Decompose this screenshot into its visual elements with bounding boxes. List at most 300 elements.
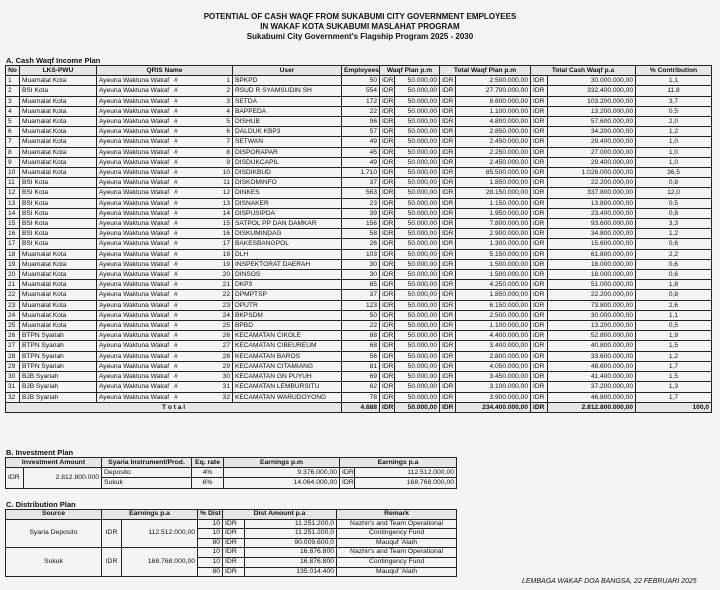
waqf-plan-pm: 50.000,00 — [395, 127, 440, 137]
col-header: Waqf Plan p.m — [380, 66, 440, 76]
lks-pwu: Muamalat Kota — [20, 137, 97, 147]
currency: IDR — [380, 280, 395, 290]
contribution-pct: 1,1 — [636, 76, 712, 86]
currency: IDR — [102, 519, 122, 548]
col-header: Employees — [342, 66, 380, 76]
currency: IDR — [440, 392, 456, 402]
contribution-pct: 1,7 — [636, 392, 712, 402]
hash-mark: # — [172, 373, 178, 381]
hash-mark: # — [172, 128, 178, 136]
qris-number: 32 — [222, 393, 230, 401]
col-header: % Dist — [198, 510, 223, 520]
hash-mark: # — [172, 189, 178, 197]
total-waqf-plan-pm: 4.250.000,00 — [456, 280, 531, 290]
currency: IDR — [440, 198, 456, 208]
total-cash-waqf-pa: 46.800.000,00 — [548, 392, 636, 402]
income-row — [6, 106, 712, 116]
total-waqf-plan-pm: 5.150.000,00 — [456, 249, 531, 259]
row-number: 17 — [6, 239, 20, 249]
total-cash-waqf-pa: 22.200.000,00 — [548, 178, 636, 188]
doc-title-line1: POTENTIAL OF CASH WAQF FROM SUKABUMI CITY GOVERNMENT EMPLOYEES — [203, 12, 517, 21]
qris-prefix: Ayeuna Waktuna Wakaf — [99, 250, 170, 258]
qris-prefix: Ayeuna Waktuna Wakaf — [99, 383, 170, 391]
qris-prefix: Ayeuna Waktuna Wakaf — [99, 220, 170, 228]
user: DPUTR — [233, 300, 342, 310]
currency: IDR — [440, 219, 456, 229]
total-waqf-plan-pm: 85.500.000,00 — [456, 168, 531, 178]
waqf-plan-pm: 50.000,00 — [395, 270, 440, 280]
user: SETWAN — [233, 137, 342, 147]
contribution-pct: 0,5 — [636, 198, 712, 208]
total-waqf-plan-pm: 1.950.000,00 — [456, 208, 531, 218]
total-waqf-plan-pm: 3.450.000,00 — [456, 372, 531, 382]
contribution-pct: 1,0 — [636, 147, 712, 157]
contribution-pct: 1,5 — [636, 372, 712, 382]
qris-name — [97, 219, 233, 229]
qris-number: 14 — [222, 209, 230, 217]
income-row — [6, 137, 712, 147]
currency: IDR — [440, 96, 456, 106]
total-cash-waqf-pa: 13.200.000,00 — [548, 321, 636, 331]
currency: IDR — [380, 229, 395, 239]
total-waqf-plan-pm: 2.450.000,00 — [456, 137, 531, 147]
currency: IDR — [440, 106, 456, 116]
employees: 45 — [342, 147, 380, 157]
col-header: Earnings p.a — [102, 510, 198, 520]
contribution-pct: 12,0 — [636, 188, 712, 198]
qris-prefix: Ayeuna Waktuna Wakaf — [99, 189, 170, 197]
currency: IDR — [440, 270, 456, 280]
currency: IDR — [531, 382, 548, 392]
row-number: 9 — [6, 157, 20, 167]
currency: IDR — [440, 290, 456, 300]
qris-name — [97, 127, 233, 137]
currency: IDR — [380, 106, 395, 116]
lks-pwu: Muamalat Kota — [20, 310, 97, 320]
contribution-pct: 1,2 — [636, 229, 712, 239]
currency: IDR — [380, 208, 395, 218]
waqf-plan-pm: 50.000,00 — [395, 86, 440, 96]
total-cash-waqf-pa: 37.200.000,00 — [548, 382, 636, 392]
total-cash-waqf-pa: 30.000.000,00 — [548, 76, 636, 86]
total-waqf-plan-pm: 8.600.000,00 — [456, 96, 531, 106]
row-number: 29 — [6, 361, 20, 371]
currency: IDR — [531, 331, 548, 341]
currency: IDR — [380, 76, 395, 86]
currency: IDR — [380, 259, 395, 269]
hash-mark: # — [172, 301, 178, 309]
qris-number: 3 — [226, 97, 230, 105]
waqf-plan-pm: 50.000,00 — [395, 239, 440, 249]
employees: 22 — [342, 321, 380, 331]
qris-prefix: Ayeuna Waktuna Wakaf — [99, 87, 170, 95]
total-cash-waqf-pa: 48.600.000,00 — [548, 361, 636, 371]
lks-pwu: Muamalat Kota — [20, 117, 97, 127]
currency: IDR — [531, 239, 548, 249]
user: DLH — [233, 249, 342, 259]
dist-pct: 80 — [198, 567, 223, 577]
currency: IDR — [531, 229, 548, 239]
employees: 50 — [342, 76, 380, 86]
currency: IDR — [531, 178, 548, 188]
contribution-pct: 3,7 — [636, 96, 712, 106]
waqf-plan-pm: 50.000,00 — [395, 331, 440, 341]
qris-prefix: Ayeuna Waktuna Wakaf — [99, 362, 170, 370]
currency: IDR — [380, 382, 395, 392]
total-label: T o t a l — [6, 402, 342, 412]
employees: 78 — [342, 392, 380, 402]
income-row — [6, 290, 712, 300]
total-waqf-plan-pm: 28.150.000,00 — [456, 188, 531, 198]
currency: IDR — [440, 86, 456, 96]
waqf-plan-pm: 50.000,00 — [395, 117, 440, 127]
total-waqf-plan-pm: 4.800.000,00 — [456, 117, 531, 127]
row-number: 32 — [6, 392, 20, 402]
employees: 103 — [342, 249, 380, 259]
total-cash-waqf-pa: 57.600.000,00 — [548, 117, 636, 127]
qris-number: 11 — [223, 179, 230, 187]
qris-name — [97, 310, 233, 320]
currency: IDR — [223, 557, 245, 567]
row-number: 15 — [6, 219, 20, 229]
waqf-plan-pm: 50.000,00 — [395, 157, 440, 167]
employees: 96 — [342, 117, 380, 127]
total-waqf-plan-pm: 27.700.000,00 — [456, 86, 531, 96]
col-header: Earnings p.a — [340, 458, 457, 468]
employees: 30 — [342, 259, 380, 269]
hash-mark: # — [172, 240, 178, 248]
currency: IDR — [440, 300, 456, 310]
employees: 49 — [342, 137, 380, 147]
row-number: 21 — [6, 280, 20, 290]
currency: IDR — [531, 290, 548, 300]
hash-mark: # — [172, 97, 178, 105]
total-cash-waqf-pa: 29.400.000,00 — [548, 157, 636, 167]
row-number: 19 — [6, 259, 20, 269]
currency: IDR — [531, 249, 548, 259]
qris-number: 6 — [226, 128, 230, 136]
total-waqf-plan-pm: 2.850.000,00 — [456, 127, 531, 137]
section-c-title: C. Distribution Plan — [6, 500, 76, 509]
dist-amount: 16.876.800 — [245, 557, 337, 567]
lks-pwu: BTPN Syariah — [20, 351, 97, 361]
qris-number: 30 — [222, 373, 230, 381]
qris-prefix: Ayeuna Waktuna Wakaf — [99, 107, 170, 115]
dist-pct: 10 — [198, 548, 223, 558]
employees: 23 — [342, 198, 380, 208]
total-cash-waqf-pa: 1.026.000.000,00 — [548, 168, 636, 178]
total-contribution: 100,0 — [636, 402, 712, 412]
total-waqf-plan-pm: 3.900.000,00 — [456, 392, 531, 402]
currency: IDR — [440, 280, 456, 290]
contribution-pct: 1,8 — [636, 280, 712, 290]
qris-name — [97, 280, 233, 290]
lks-pwu: Muamalat Kota — [20, 321, 97, 331]
employees: 563 — [342, 188, 380, 198]
hash-mark: # — [172, 281, 178, 289]
user: BPKPD — [233, 76, 342, 86]
qris-number: 4 — [226, 107, 230, 115]
currency: IDR — [440, 249, 456, 259]
currency: IDR — [440, 341, 456, 351]
currency: IDR — [531, 402, 548, 412]
income-row — [6, 117, 712, 127]
dist-amount: 90.009.600,0 — [245, 538, 337, 548]
qris-number: 27 — [222, 342, 230, 350]
currency: IDR — [380, 178, 395, 188]
hash-mark: # — [172, 118, 178, 126]
currency: IDR — [380, 351, 395, 361]
total-waqf-plan-pm: 2.450.000,00 — [456, 157, 531, 167]
row-number: 7 — [6, 137, 20, 147]
currency: IDR — [531, 270, 548, 280]
user: BAKESBANGPOL — [233, 239, 342, 249]
total-waqf-plan-pm: 6.150.000,00 — [456, 300, 531, 310]
currency: IDR — [531, 117, 548, 127]
lks-pwu: Muamalat Kota — [20, 106, 97, 116]
qris-prefix: Ayeuna Waktuna Wakaf — [99, 169, 170, 177]
row-number: 30 — [6, 372, 20, 382]
income-row — [6, 321, 712, 331]
total-waqf-plan-pm: 2.900.000,00 — [456, 229, 531, 239]
waqf-plan-pm: 50.000,00 — [395, 310, 440, 320]
employees: 57 — [342, 127, 380, 137]
total-waqf-plan-pm: 2.250.000,00 — [456, 147, 531, 157]
currency: IDR — [440, 331, 456, 341]
col-header: Eq. rate — [192, 458, 224, 468]
hash-mark: # — [172, 220, 178, 228]
qris-name — [97, 117, 233, 127]
lks-pwu: Muamalat Kota — [20, 76, 97, 86]
currency: IDR — [223, 567, 245, 577]
waqf-plan-pm: 50.000,00 — [395, 361, 440, 371]
user: DISDUKCAPIL — [233, 157, 342, 167]
waqf-plan-pm: 50.000,00 — [395, 219, 440, 229]
qris-name — [97, 96, 233, 106]
total-cash-waqf-pa: 40.800.000,00 — [548, 341, 636, 351]
qris-prefix: Ayeuna Waktuna Wakaf — [99, 138, 170, 146]
currency: IDR — [440, 137, 456, 147]
earnings-pa: 112.512.000,00 — [355, 468, 457, 478]
income-row — [6, 249, 712, 259]
total-waqf-plan-pm: 3.400.000,00 — [456, 341, 531, 351]
currency: IDR — [440, 76, 456, 86]
remark: Contingency Fund — [337, 529, 457, 539]
contribution-pct: 0,6 — [636, 270, 712, 280]
currency: IDR — [440, 188, 456, 198]
employees: 156 — [342, 219, 380, 229]
col-header: Dist Amount p.a — [223, 510, 337, 520]
user: DISPORAPAR — [233, 147, 342, 157]
currency: IDR — [531, 310, 548, 320]
qris-number: 23 — [222, 301, 230, 309]
qris-name — [97, 178, 233, 188]
employees: 123 — [342, 300, 380, 310]
user: KECAMATAN CIKOLE — [233, 331, 342, 341]
currency: IDR — [380, 147, 395, 157]
waqf-plan-pm: 50.000,00 — [395, 96, 440, 106]
waqf-plan-pm: 50.000,00 — [395, 249, 440, 259]
currency: IDR — [440, 351, 456, 361]
total-cash-waqf-pa: 41.400.000,00 — [548, 372, 636, 382]
user: KECAMATAN GN PUYUH — [233, 372, 342, 382]
employees: 50 — [342, 310, 380, 320]
col-header: Remark — [337, 510, 457, 520]
contribution-pct: 1,5 — [636, 341, 712, 351]
qris-number: 16 — [222, 230, 230, 238]
qris-name — [97, 372, 233, 382]
total-cash-waqf-pa: 30.000.000,00 — [548, 310, 636, 320]
total-waqf-plan-pm: 1.850.000,00 — [456, 290, 531, 300]
contribution-pct: 1,2 — [636, 127, 712, 137]
income-row — [6, 351, 712, 361]
eq-rate: 4% — [192, 468, 224, 478]
qris-prefix: Ayeuna Waktuna Wakaf — [99, 240, 170, 248]
employees: 68 — [342, 341, 380, 351]
instrument: Deposito — [102, 468, 192, 478]
currency: IDR — [380, 157, 395, 167]
currency: IDR — [340, 468, 355, 478]
currency: IDR — [380, 402, 395, 412]
qris-name — [97, 331, 233, 341]
lks-pwu: Muamalat Kota — [20, 96, 97, 106]
currency: IDR — [102, 548, 122, 577]
currency: IDR — [531, 208, 548, 218]
income-row — [6, 96, 712, 106]
earnings-pm: 14.064.000,00 — [224, 478, 340, 488]
contribution-pct: 1,3 — [636, 382, 712, 392]
income-row — [6, 229, 712, 239]
total-cash-waqf-pa: 332.400.000,00 — [548, 86, 636, 96]
lks-pwu: Muamalat Kota — [20, 259, 97, 269]
user: BPBD — [233, 321, 342, 331]
currency: IDR — [380, 321, 395, 331]
currency: IDR — [440, 382, 456, 392]
earnings-pm: 9.376.000,00 — [224, 468, 340, 478]
waqf-plan-pm: 50.000,00 — [395, 321, 440, 331]
col-header: No — [6, 66, 20, 76]
distribution-header-row — [6, 510, 457, 520]
income-row — [6, 270, 712, 280]
currency: IDR — [380, 270, 395, 280]
currency: IDR — [440, 361, 456, 371]
total-waqf-pm: 234.400.000,00 — [456, 402, 531, 412]
contribution-pct: 2,0 — [636, 117, 712, 127]
income-row — [6, 157, 712, 167]
income-row — [6, 198, 712, 208]
total-cash-waqf-pa: 27.000.000,00 — [548, 147, 636, 157]
income-row — [6, 361, 712, 371]
lks-pwu: Muamalat Kota — [20, 300, 97, 310]
employees: 172 — [342, 96, 380, 106]
currency: IDR — [6, 468, 24, 488]
currency: IDR — [440, 157, 456, 167]
currency: IDR — [531, 96, 548, 106]
contribution-pct: 1,9 — [636, 331, 712, 341]
qris-number: 31 — [222, 383, 230, 391]
income-row — [6, 147, 712, 157]
qris-number: 5 — [226, 118, 230, 126]
investment-header-row — [6, 458, 457, 468]
qris-prefix: Ayeuna Waktuna Wakaf — [99, 128, 170, 136]
waqf-plan-pm: 50.000,00 — [395, 137, 440, 147]
waqf-plan-pm: 50.000,00 — [395, 382, 440, 392]
currency: IDR — [380, 341, 395, 351]
qris-number: 12 — [222, 189, 230, 197]
currency: IDR — [223, 548, 245, 558]
dist-pct: 10 — [198, 529, 223, 539]
total-cash-waqf-pa: 23.400.000,00 — [548, 208, 636, 218]
hash-mark: # — [172, 87, 178, 95]
user: KECAMATAN WARUDOYONG — [233, 392, 342, 402]
income-row — [6, 280, 712, 290]
user: BKPSDM — [233, 310, 342, 320]
qris-prefix: Ayeuna Waktuna Wakaf — [99, 148, 170, 156]
row-number: 2 — [6, 86, 20, 96]
income-row — [6, 331, 712, 341]
income-row — [6, 188, 712, 198]
qris-name — [97, 208, 233, 218]
total-waqf-plan-pm: 1.100.000,00 — [456, 321, 531, 331]
distribution-plan-table — [5, 509, 457, 577]
qris-prefix: Ayeuna Waktuna Wakaf — [99, 332, 170, 340]
currency: IDR — [531, 76, 548, 86]
income-row — [6, 168, 712, 178]
lks-pwu: BSI Kota — [20, 239, 97, 249]
col-header: QRIS Name — [97, 66, 233, 76]
currency: IDR — [531, 321, 548, 331]
lks-pwu: Muamalat Kota — [20, 168, 97, 178]
row-number: 14 — [6, 208, 20, 218]
currency: IDR — [440, 127, 456, 137]
user: DINSOS — [233, 270, 342, 280]
total-cash-waqf-pa: 18.000.000,00 — [548, 259, 636, 269]
currency: IDR — [380, 86, 395, 96]
currency: IDR — [440, 239, 456, 249]
income-row — [6, 300, 712, 310]
footer-signature: LEMBAGA WAKAF DOA BANGSA, 22 FEBRUARI 2025 — [522, 578, 697, 585]
waqf-plan-pm: 50.000,00 — [395, 76, 440, 86]
currency: IDR — [380, 137, 395, 147]
total-cash-waqf-pa: 15.600.000,00 — [548, 239, 636, 249]
hash-mark: # — [172, 158, 178, 166]
currency: IDR — [531, 259, 548, 269]
qris-number: 19 — [222, 260, 230, 268]
income-row — [6, 86, 712, 96]
hash-mark: # — [172, 311, 178, 319]
row-number: 22 — [6, 290, 20, 300]
currency: IDR — [440, 229, 456, 239]
total-cash-waqf-pa: 34.200.000,00 — [548, 127, 636, 137]
income-row — [6, 127, 712, 137]
currency: IDR — [440, 372, 456, 382]
user: DISHUB — [233, 117, 342, 127]
qris-name — [97, 188, 233, 198]
qris-prefix: Ayeuna Waktuna Wakaf — [99, 209, 170, 217]
total-cash-waqf-pa: 29.400.000,00 — [548, 137, 636, 147]
qris-prefix: Ayeuna Waktuna Wakaf — [99, 179, 170, 187]
total-cash-waqf-pa: 51.000.000,00 — [548, 280, 636, 290]
total-cash-waqf-pa: 73.800.000,00 — [548, 300, 636, 310]
qris-number: 28 — [222, 352, 230, 360]
currency: IDR — [531, 392, 548, 402]
total-cash-waqf-pa: 18.000.000,00 — [548, 270, 636, 280]
income-row — [6, 219, 712, 229]
doc-title-line2: IN WAKAF KOTA SUKABUMI MASLAHAT PROGRAM — [260, 22, 460, 31]
currency: IDR — [380, 331, 395, 341]
qris-number: 9 — [226, 158, 230, 166]
qris-name — [97, 290, 233, 300]
